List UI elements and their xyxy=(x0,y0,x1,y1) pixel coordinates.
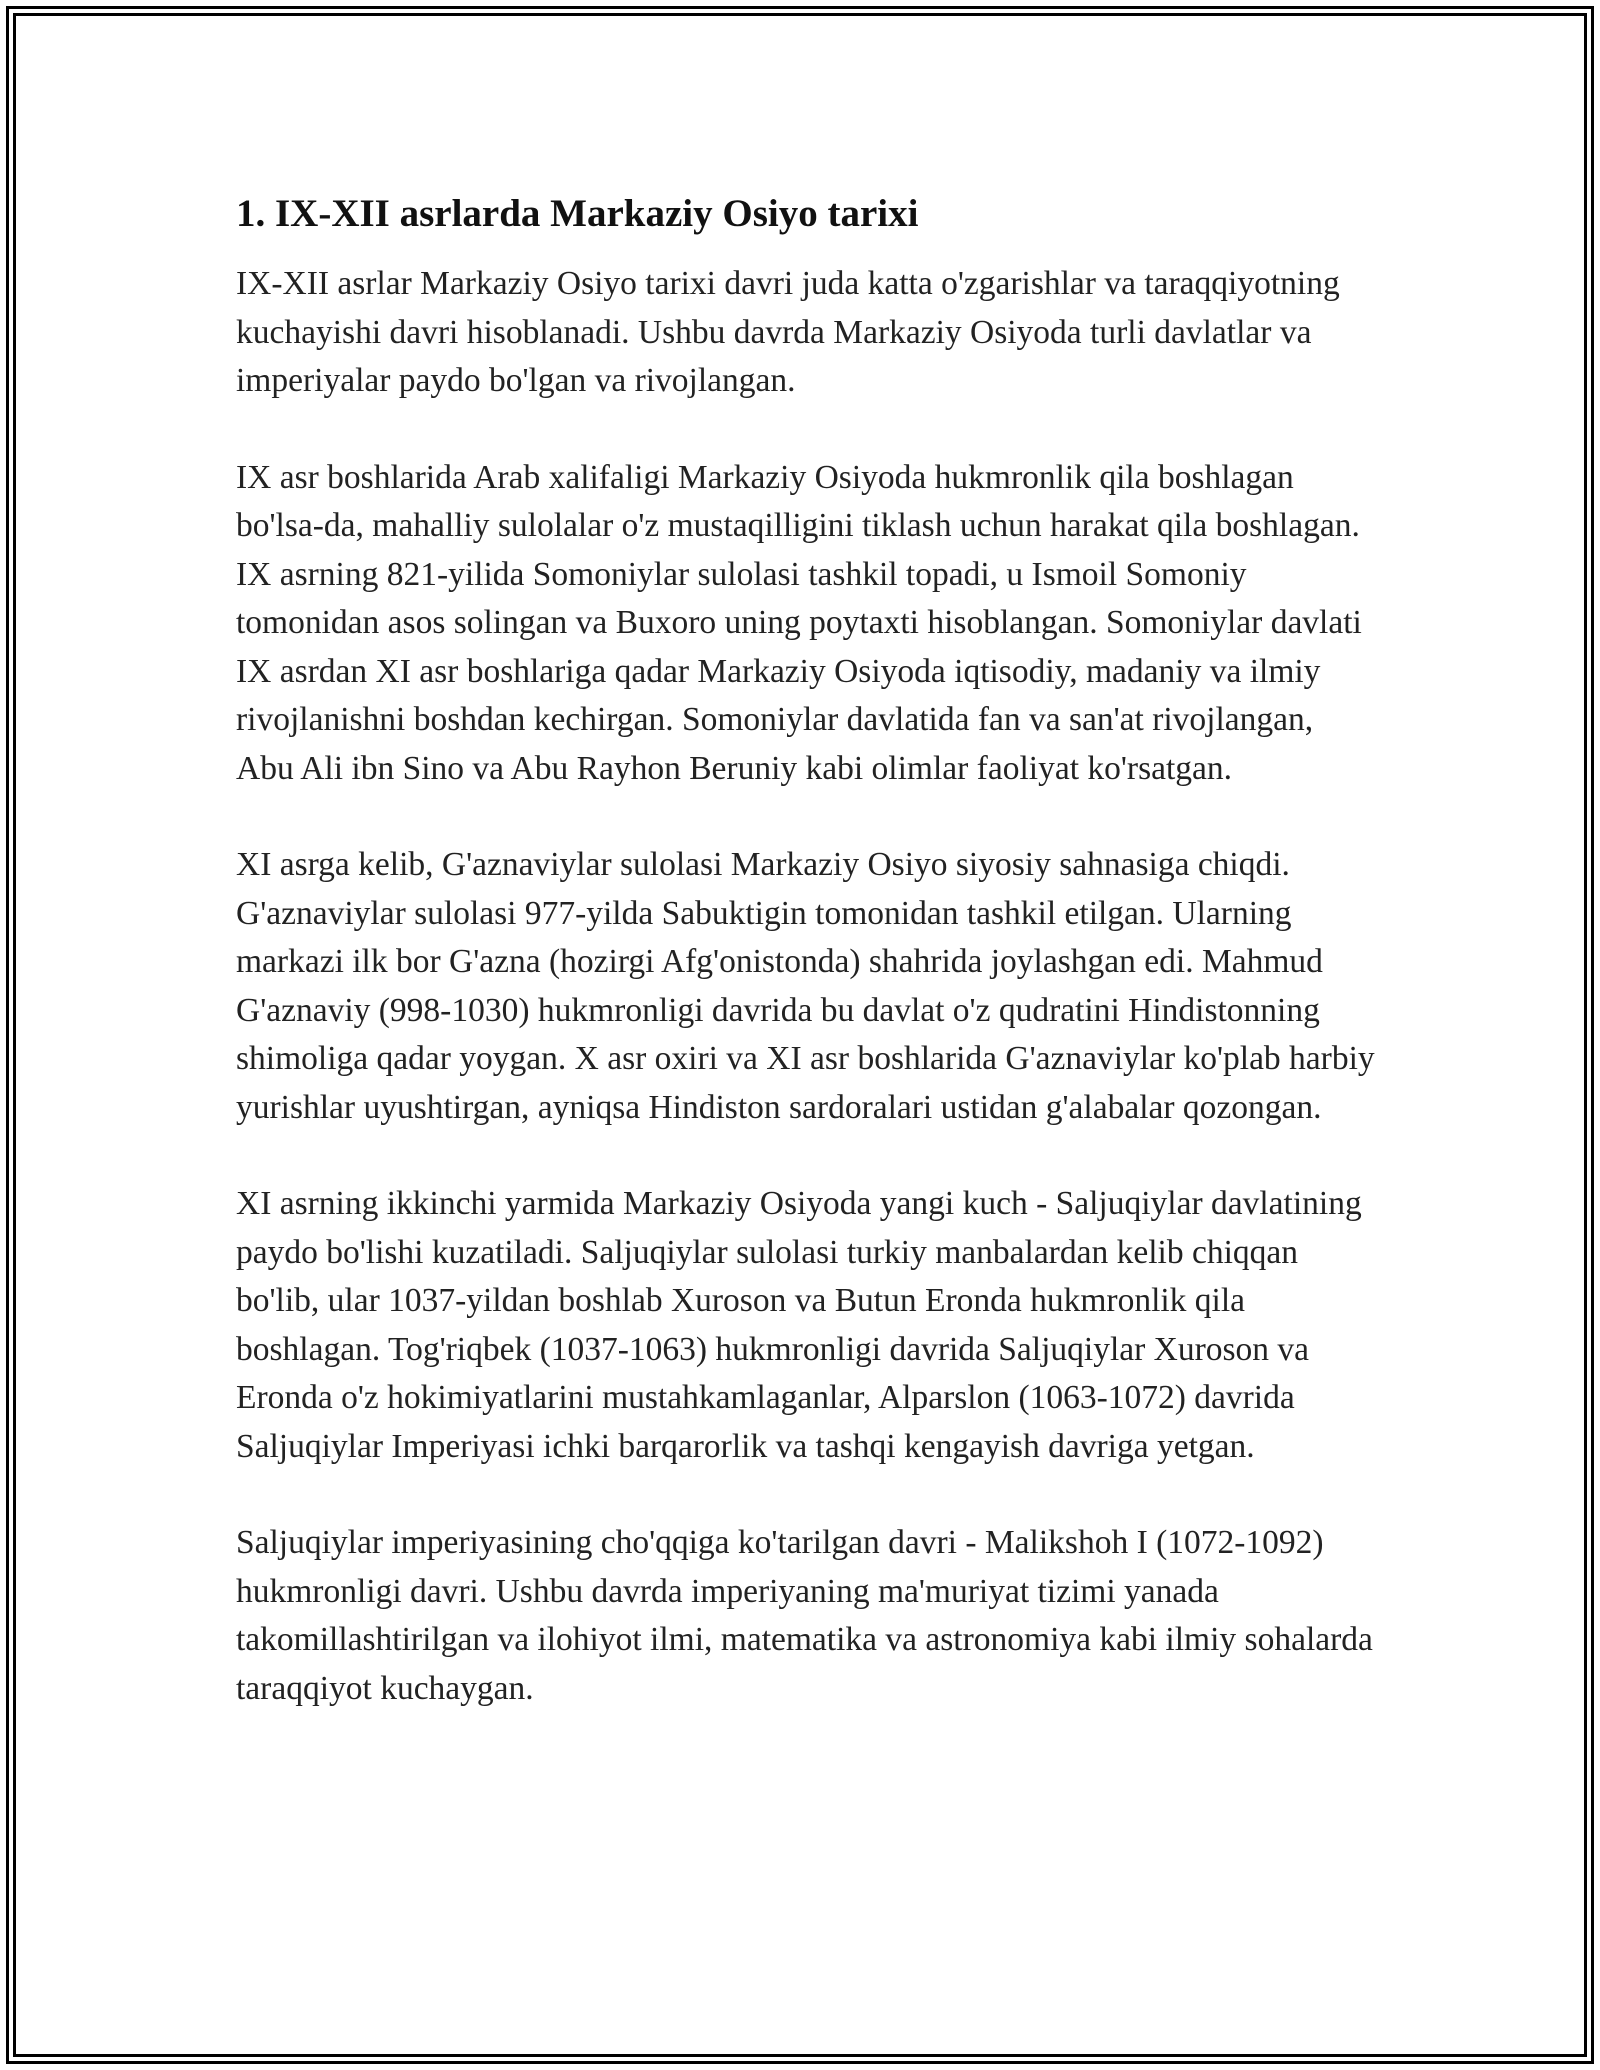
paragraph-gaznaviylar: XI asrga kelib, G'aznaviylar sulolasi Markaziy Osiyo siyosiy sahnasiga chiqdi. G'aznaviylar sulolasi 977-yilda Sabuktigin tomonidan tashkil etilgan. Ularning markazi ilk bor G'azna (hozirgi Afg'onistonda) shahrida joylashgan edi. Mahmud G'aznaviy (998-1030) hukmronligi davrida bu davlat o'z qudratini Hindistonning shimoliga qadar yoygan. X asr oxiri va XI asr boshlarida G'aznaviylar ko'plab harbiy yurishlar uyushtirgan, ayniqsa Hindiston sardoralari ustidan g'alabalar qozongan. xyxy=(236,846,1375,1126)
paragraph-somoniylar: IX asr boshlarida Arab xalifaligi Markaziy Osiyoda hukmronlik qila boshlagan bo'lsa-da, mahalliy sulolalar o'z mustaqilligini tiklash uchun harakat qila boshlagan. IX asrning 821-yilida Somoniylar sulolasi tashkil topadi, u Ismoil Somoniy tomonidan asos solingan va Buxoro uning poytaxti hisoblangan. Somoniylar davlati IX asrdan XI asr boshlariga qadar Markaziy Osiyoda iqtisodiy, madaniy va ilmiy rivojlanishni boshdan kechirgan. Somoniylar davlatida fan va san'at rivojlangan, Abu Ali ibn Sino va Abu Rayhon Beruniy kabi olimlar faoliyat ko'rsatgan. xyxy=(236,458,1362,787)
paragraph-intro: IX-XII asrlar Markaziy Osiyo tarixi davri juda katta o'zgarishlar va taraqqiyotning kuchayishi davri hisoblanadi. Ushbu davrda Markaziy Osiyoda turli davlatlar va imperiyalar paydo bo'lgan va rivojlangan. xyxy=(236,265,1340,399)
document-body xyxy=(236,188,1376,1761)
section-heading: 1. IX-XII asrlarda Markaziy Osiyo tarixi xyxy=(236,192,919,235)
paragraph-saljuqiylar: XI asrning ikkinchi yarmida Markaziy Osiyoda yangi kuch - Saljuqiylar davlatining paydo bo'lishi kuzatiladi. Saljuqiylar sulolasi turkiy manbalardan kelib chiqqan bo'lib, ular 1037-yildan boshlab Xuroson va Butun Eronda hukmronlik qila boshlagan. Tog'riqbek (1037-1063) hukmronligi davrida Saljuqiylar Xuroson va Eronda o'z hokimiyatlarini mustahkamlaganlar, Alparslon (1063-1072) davrida Saljuqiylar Imperiyasi ichki barqarorlik va tashqi kengayish davriga yetgan. xyxy=(236,1185,1362,1465)
paragraph-malikshoh: Saljuqiylar imperiyasining cho'qqiga ko'tarilgan davri - Malikshoh I (1072-1092) hukmronligi davri. Ushbu davrda imperiyaning ma'muriyat tizimi yanada takomillashtirilgan va ilohiyot ilmi, matematika va astronomiya kabi ilmiy sohalarda taraqqiyot kuchaygan. xyxy=(236,1524,1373,1707)
